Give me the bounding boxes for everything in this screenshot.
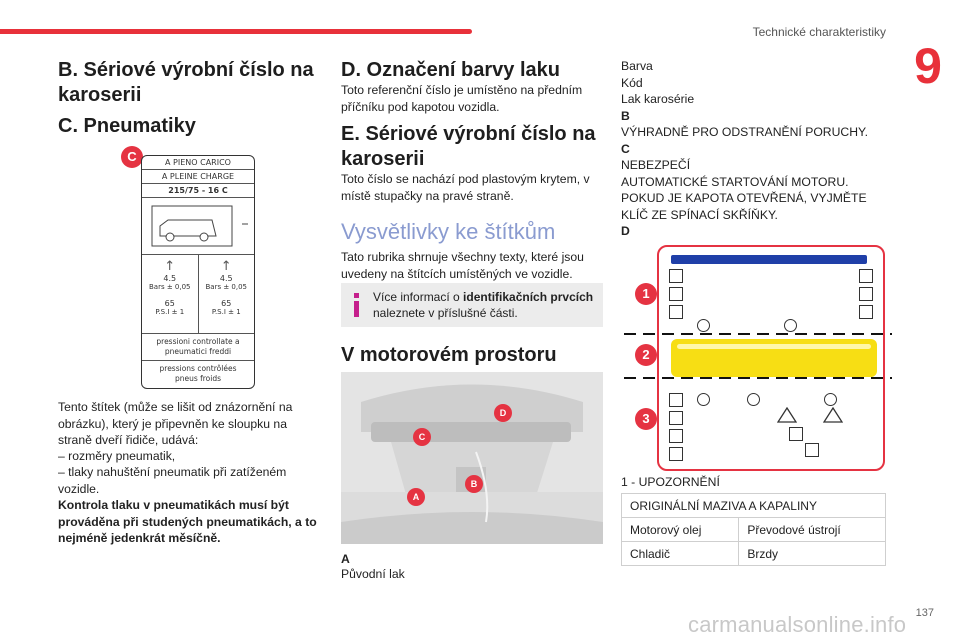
tire-bullet-pressure: – tlaky nahuštění pneumatik při zatíženém vozidle. [58, 465, 287, 496]
sticker-square [669, 393, 683, 407]
heading-body-serial: B. Sériové výrobní číslo na karoserii [58, 59, 314, 106]
sticker-circle [747, 393, 760, 406]
heading-label-legend: Vysvětlivky ke štítkům [341, 219, 556, 244]
rear-pressure-column [199, 255, 255, 333]
tire-label-badge: C [121, 146, 143, 168]
label-line-remove-key: KLÍČ ZE SPÍNACÍ SKŘÍŇKY. [621, 207, 778, 222]
label-line-danger: NEBEZPEČÍ [621, 158, 691, 172]
info-text-bold[interactable]: identifikačních prvcích [463, 290, 594, 304]
table-cell: Motorový olej [622, 518, 739, 542]
engine-bay-photo [341, 372, 603, 544]
label-line-d: D [621, 224, 630, 238]
section-title: Technické charakteristiky [752, 25, 886, 39]
tire-note-french: pressions contrôlées pneus froids [159, 364, 237, 383]
front-pressure-bar: 4.5 [163, 274, 177, 283]
sticker-square [669, 305, 683, 319]
sticker-square [859, 305, 873, 319]
caption-letter-a: A [341, 552, 350, 566]
tire-pressure-label [141, 155, 255, 389]
sticker-square [669, 411, 683, 425]
sticker-square [789, 427, 803, 441]
table-row [622, 542, 886, 566]
label-line-b: B [621, 108, 630, 123]
paint-code-text: Toto referenční číslo je umístěno na předním příčníku pod kapotou vozidla. [341, 83, 583, 114]
caption-original-paint: Původní lak [341, 567, 405, 581]
arrow-up-icon: ↑ [220, 259, 232, 274]
sticker-badge-2: 2 [635, 344, 657, 366]
engine-bay-illustration [341, 372, 603, 544]
label-line-c: C [621, 141, 630, 156]
tire-bullet-sizes: – rozměry pneumatik, [58, 449, 176, 463]
table-cell: Převodové ústrojí [739, 518, 886, 542]
sticker-square [669, 447, 683, 461]
table-row [622, 518, 886, 542]
tire-check-note: Kontrola tlaku v pneumatikách musí být prováděna při studených pneumatikách, a to nejméně jedenkrát měsíčně. [58, 498, 317, 545]
heading-tyres: C. Pneumatiky [58, 115, 196, 137]
label-line-body-paint: Lak karosérie [621, 92, 695, 106]
rear-bars-label: Bars ± 0,05 [205, 283, 248, 291]
fluids-table-header: ORIGINÁLNÍ MAZIVA A KAPALINY [622, 494, 886, 518]
table-row [622, 494, 886, 518]
front-pressure-psi: 65 [164, 299, 175, 308]
sticker-circle [697, 393, 710, 406]
label-line-auto-start: AUTOMATICKÉ STARTOVÁNÍ MOTORU. [621, 174, 849, 189]
tire-label-line2: A PLEINE CHARGE [142, 170, 254, 184]
sticker-square [669, 269, 683, 283]
watermark-text: carmanualsonline.info [688, 612, 907, 637]
sticker-caption: 1 - UPOZORNĚNÍ [621, 475, 720, 489]
sticker-square [859, 269, 873, 283]
front-bars-label: Bars ± 0,05 [148, 283, 191, 291]
label-line-colour: Barva [621, 59, 653, 73]
fluids-table [621, 493, 886, 566]
photo-badge-c: C [413, 428, 431, 446]
header-accent-bar [0, 29, 472, 34]
chapter-number: 9 [914, 38, 942, 94]
sticker-blue-bar [671, 255, 867, 264]
heading-paint-code: D. Označení barvy laku [341, 59, 560, 81]
info-text-pre: Více informací o [373, 290, 464, 304]
photo-badge-a: A [407, 488, 425, 506]
heading-engine-bay: V motorovém prostoru [341, 344, 557, 366]
front-pressure-column [142, 255, 199, 333]
tire-label-intro: Tento štítek (může se lišit od znázornění na obrázku), který je připevněn ke sloupku na straně dveří řidiče, udává: [58, 400, 293, 447]
sticker-square [859, 287, 873, 301]
tire-label-line1: A PIENO CARICO [142, 156, 254, 170]
tire-note-italian: pressioni controllate a pneumatici freddi [142, 334, 254, 361]
front-psi-label: P.S.I ± 1 [155, 308, 185, 316]
sticker-badge-3: 3 [635, 408, 657, 430]
label-line-code: Kód [621, 75, 643, 90]
heading-serial-e: E. Sériové výrobní číslo na karoserii [341, 123, 596, 170]
tire-size: 215/75 - 16 C [142, 184, 254, 198]
arrow-up-icon: ↑ [164, 259, 176, 274]
sticker-square [669, 429, 683, 443]
sticker-square [669, 287, 683, 301]
label-legend-text: Tato rubrika shrnuje všechny texty, které jsou uvedeny na štítcích umístěných ve vozidle. [341, 250, 584, 281]
sticker-badge-1: 1 [635, 283, 657, 305]
rear-psi-label: P.S.I ± 1 [211, 308, 241, 316]
info-box [341, 283, 603, 327]
rear-pressure-bar: 4.5 [219, 274, 233, 283]
info-icon [354, 293, 359, 317]
sticker-dashed-lines [624, 331, 892, 383]
rear-pressure-psi: 65 [221, 299, 232, 308]
info-text-post: naleznete v příslušné části. [373, 306, 518, 320]
label-line-bonnet-open: POKUD JE KAPOTA OTEVŘENÁ, VYJMĚTE [621, 191, 867, 205]
label-line-repair-only: VÝHRADNĚ PRO ODSTRANĚNÍ PORUCHY. [621, 125, 868, 139]
van-icon [142, 198, 254, 254]
sticker-square [805, 443, 819, 457]
van-illustration [142, 198, 254, 255]
label-text-list [621, 58, 891, 240]
table-cell: Chladič [622, 542, 739, 566]
photo-badge-b: B [465, 475, 483, 493]
sticker-circle [824, 393, 837, 406]
table-cell: Brzdy [739, 542, 886, 566]
warning-triangle-icon [777, 407, 797, 423]
photo-badge-d: D [494, 404, 512, 422]
page-number: 137 [915, 607, 934, 619]
warning-triangle-icon [823, 407, 843, 423]
serial-e-text: Toto číslo se nachází pod plastovým krytem, v místě stupačky na pravé straně. [341, 172, 590, 203]
